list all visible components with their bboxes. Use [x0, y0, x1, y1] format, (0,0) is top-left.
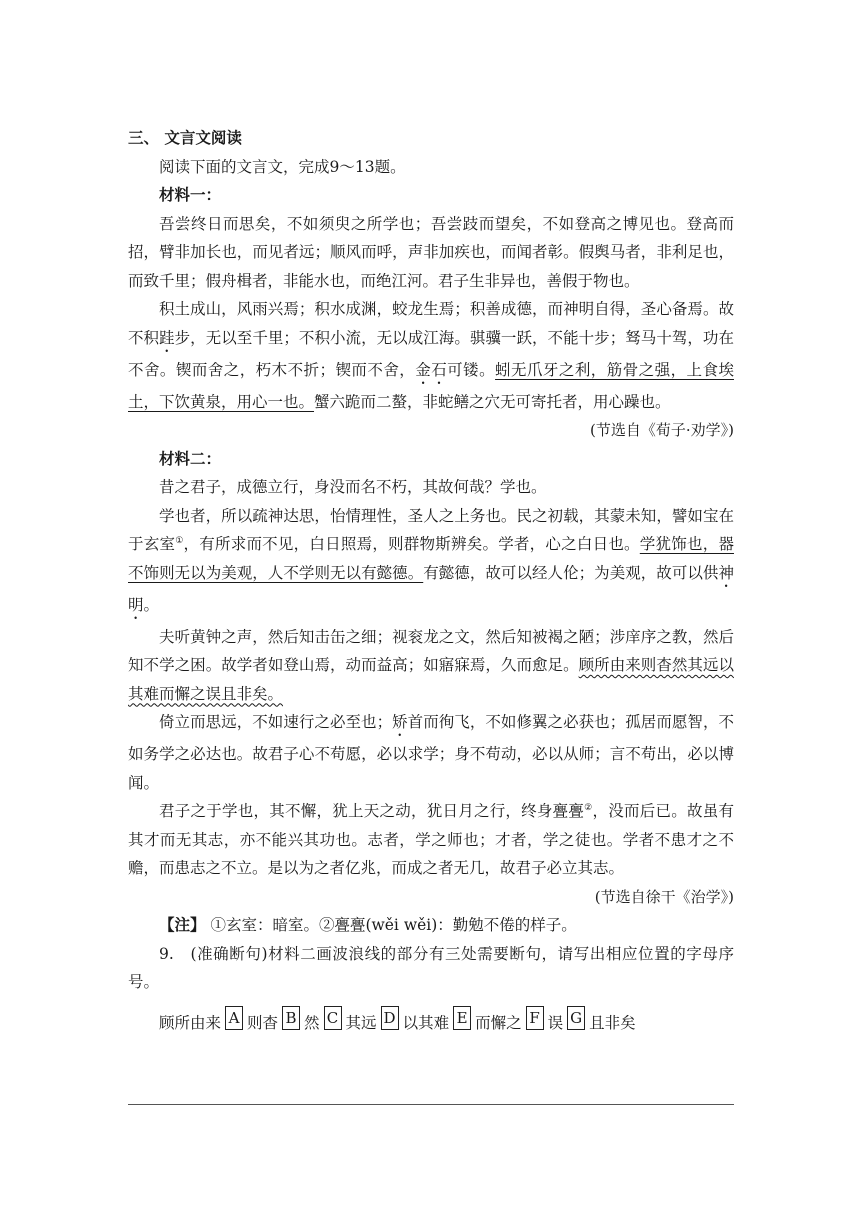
- material1-paragraph-2: 积土成山，风雨兴焉；积水成渊，蛟龙生焉；积善成德，而神明自得，圣心备焉。故不积跬步，无以至千里；不积小流，无以成江海。骐骥一跃，不能十步；驽马十驾，功在不舍。锲而舍之，朽木不折；锲而不舍，金石可镂。蚓无爪牙之利，筋骨之强，上食埃土，下饮黄泉，用心一也。蟹六跪而二螯，非蛇鳝之穴无可寄托者，用心躁也。: [128, 300, 734, 411]
- segment: 然: [304, 1013, 320, 1032]
- wavy-underlined-sentence: 顾所由来则杳然其远以其难而懈之误且非矣。: [128, 656, 734, 703]
- footnote-marker: ②: [584, 802, 593, 813]
- dotted-word: 跬: [159, 328, 175, 347]
- underlined-sentence: 蚓无爪牙之利，筋骨之强，上食埃土，下饮黄泉，用心一也。: [128, 360, 734, 411]
- section-heading: 三、 文言文阅读: [128, 129, 242, 147]
- material2-paragraph-3: 夫听黄钟之声，然后知击缶之细；视衮龙之文，然后知被褐之陋；涉庠序之教，然后知不学之困。故学者如登山焉，动而益高；如寤寐焉，久而愈足。顾所由来则杳然其远以其难而懈之误且非矣。: [128, 627, 734, 703]
- material1-source: (节选自《荀子·劝学》): [590, 421, 734, 439]
- question-9: 9. (准确断句)材料二画波浪线的部分有三处需要断句，请写出相应位置的字母序号。: [128, 944, 734, 991]
- letter-box[interactable]: G: [567, 1006, 585, 1030]
- material2-paragraph-5: 君子之于学也，其不懈，犹上天之动，犹日月之行，终身亹亹②，没而后已。故虽有其才而无其志，亦不能兴其功也。志者，学之师也；才者，学之徒也。学者不患才之不赡，而患志之不立。是以为之者亿兆，而成之者无几，故君子必立其志。: [128, 802, 734, 877]
- letter-box[interactable]: C: [324, 1006, 342, 1030]
- answer-divider-line: [128, 1104, 734, 1105]
- segment: 而懈之: [475, 1013, 522, 1032]
- material2-paragraph-2: 学也者，所以疏神达思，怡情理性，圣人之上务也。民之初载，其蒙未知，譬如宝在于玄室①，有所求而不见，白日照焉，则群物斯辨矣。学者，心之白日也。学犹饰也，器不饰则无以为美观，人不学则无以有懿德。有懿德，故可以经人伦；为美观，故可以供神明。: [128, 506, 734, 614]
- letter-box[interactable]: E: [453, 1006, 471, 1030]
- dotted-word: 神明: [128, 563, 734, 614]
- document-page: [128, 124, 734, 1037]
- material1-paragraph-1: 吾尝终日而思矣，不如须臾之所学也；吾尝跂而望矣，不如登高之博见也。登高而招，臂非加长也，而见者远；顺风而呼，声非加疾也，而闻者彰。假舆马者，非利足也，而致千里；假舟楫者，非能水也，而绝江河。君子生非异也，善假于物也。: [128, 214, 734, 290]
- segment: 以其难: [402, 1013, 450, 1032]
- material2-paragraph-4: 倚立而思远，不如速行之必至也；矫首而徇飞，不如修翼之必获也；孤居而愿智，不如务学之必达也。故君子心不苟愿，必以求学；身不苟动，必以从师；言不苟出，必以博闻。: [128, 713, 734, 792]
- dotted-word: 矫: [392, 713, 408, 731]
- segment: 误: [547, 1013, 564, 1032]
- underlined-sentence: 学犹饰也，器不饰则无以为美观，人不学则无以有懿德。: [128, 535, 734, 582]
- footnote-marker: ①: [175, 535, 184, 546]
- annotation-note: 【注】 ①玄室：暗室。②亹亹(wěi wěi)：勤勉不倦的样子。: [159, 915, 577, 934]
- segment: 其远: [345, 1013, 377, 1032]
- dotted-word: 金石: [415, 360, 448, 379]
- material2-source: (节选自徐干《治学》): [594, 887, 734, 906]
- letter-box[interactable]: A: [225, 1006, 243, 1030]
- segment: 顾所由来: [159, 1013, 222, 1032]
- instruction: 阅读下面的文言文，完成9～13题。: [159, 157, 406, 176]
- segment: 且非矣: [589, 1013, 636, 1032]
- material2-label: 材料二：: [159, 449, 222, 468]
- punctuation-answer-row: [128, 1007, 734, 1037]
- material1-label: 材料一：: [159, 186, 222, 204]
- letter-box[interactable]: D: [381, 1006, 399, 1030]
- segment: 则杳: [247, 1013, 279, 1032]
- letter-box[interactable]: F: [526, 1006, 544, 1030]
- letter-box[interactable]: B: [282, 1006, 300, 1030]
- material2-paragraph-1: 昔之君子，成德立行，身没而名不朽，其故何哉？学也。: [159, 478, 547, 496]
